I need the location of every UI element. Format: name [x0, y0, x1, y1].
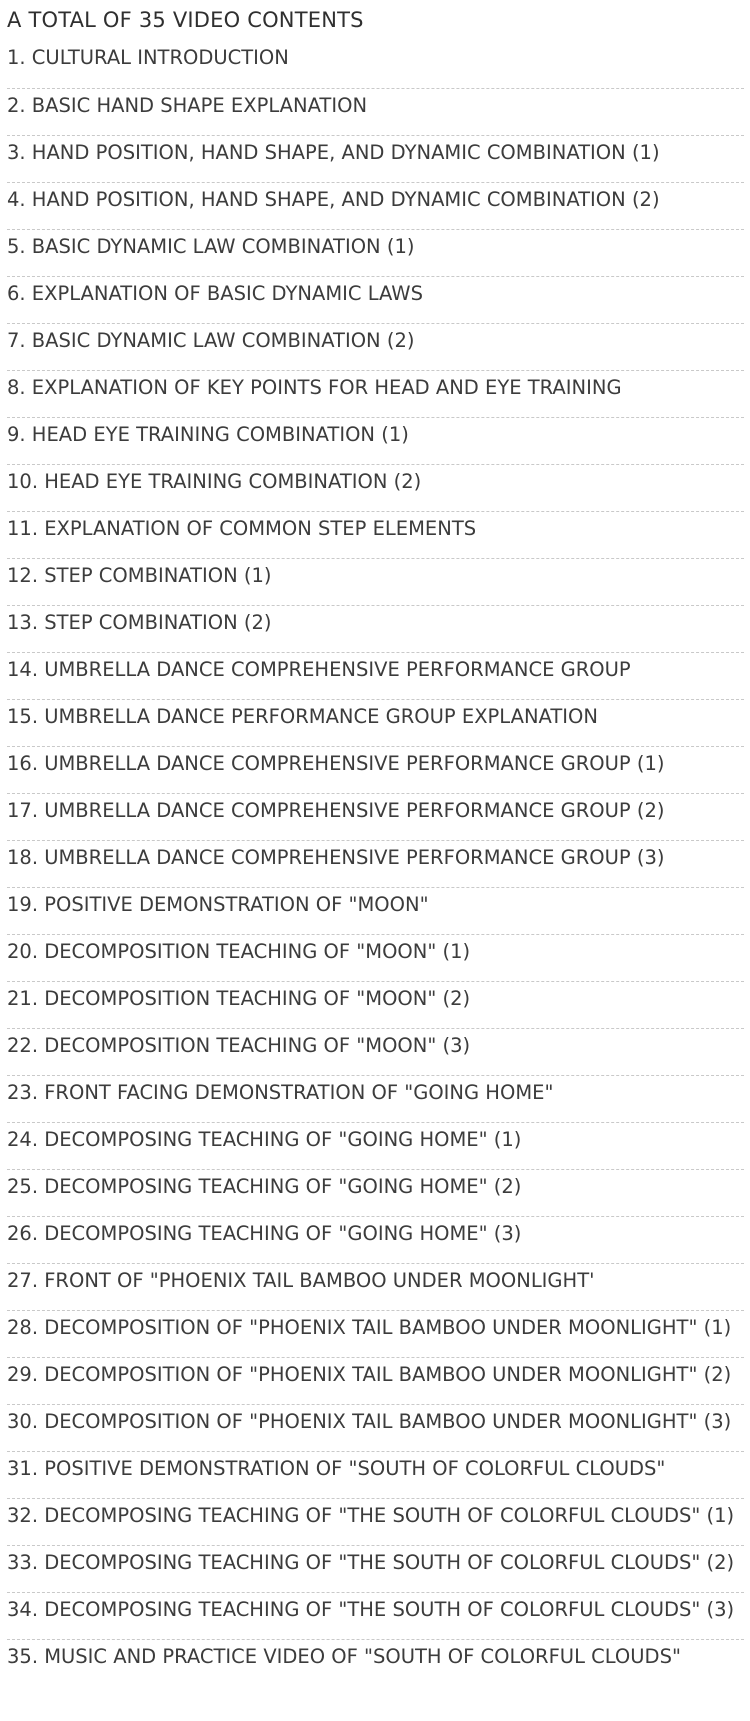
- list-item[interactable]: 5. BASIC DYNAMIC LAW COMBINATION (1): [7, 230, 744, 277]
- list-item[interactable]: 10. HEAD EYE TRAINING COMBINATION (2): [7, 465, 744, 512]
- list-item[interactable]: 6. EXPLANATION OF BASIC DYNAMIC LAWS: [7, 277, 744, 324]
- list-item[interactable]: 23. FRONT FACING DEMONSTRATION OF "GOING HOME": [7, 1076, 744, 1123]
- list-item[interactable]: 13. STEP COMBINATION (2): [7, 606, 744, 653]
- list-item[interactable]: 22. DECOMPOSITION TEACHING OF "MOON" (3): [7, 1029, 744, 1076]
- list-item[interactable]: 16. UMBRELLA DANCE COMPREHENSIVE PERFORMANCE GROUP (1): [7, 747, 744, 794]
- list-item[interactable]: 25. DECOMPOSING TEACHING OF "GOING HOME" (2): [7, 1170, 744, 1217]
- list-item[interactable]: 29. DECOMPOSITION OF "PHOENIX TAIL BAMBOO UNDER MOONLIGHT" (2): [7, 1358, 744, 1405]
- list-item[interactable]: 4. HAND POSITION, HAND SHAPE, AND DYNAMIC COMBINATION (2): [7, 183, 744, 230]
- list-item[interactable]: 2. BASIC HAND SHAPE EXPLANATION: [7, 89, 744, 136]
- list-item[interactable]: 7. BASIC DYNAMIC LAW COMBINATION (2): [7, 324, 744, 371]
- list-item[interactable]: 14. UMBRELLA DANCE COMPREHENSIVE PERFORMANCE GROUP: [7, 653, 744, 700]
- list-item[interactable]: 31. POSITIVE DEMONSTRATION OF "SOUTH OF COLORFUL CLOUDS": [7, 1452, 744, 1499]
- list-item[interactable]: 17. UMBRELLA DANCE COMPREHENSIVE PERFORMANCE GROUP (2): [7, 794, 744, 841]
- list-item[interactable]: 1. CULTURAL INTRODUCTION: [7, 43, 744, 89]
- list-item[interactable]: 12. STEP COMBINATION (1): [7, 559, 744, 606]
- list-item[interactable]: 19. POSITIVE DEMONSTRATION OF "MOON": [7, 888, 744, 935]
- list-item[interactable]: 34. DECOMPOSING TEACHING OF "THE SOUTH OF COLORFUL CLOUDS" (3): [7, 1593, 744, 1640]
- video-list: [7, 43, 744, 1687]
- list-item[interactable]: 11. EXPLANATION OF COMMON STEP ELEMENTS: [7, 512, 744, 559]
- list-item[interactable]: 3. HAND POSITION, HAND SHAPE, AND DYNAMIC COMBINATION (1): [7, 136, 744, 183]
- list-item[interactable]: 18. UMBRELLA DANCE COMPREHENSIVE PERFORMANCE GROUP (3): [7, 841, 744, 888]
- list-item[interactable]: 20. DECOMPOSITION TEACHING OF "MOON" (1): [7, 935, 744, 982]
- list-item[interactable]: 24. DECOMPOSING TEACHING OF "GOING HOME" (1): [7, 1123, 744, 1170]
- list-item[interactable]: 33. DECOMPOSING TEACHING OF "THE SOUTH OF COLORFUL CLOUDS" (2): [7, 1546, 744, 1593]
- list-item[interactable]: 8. EXPLANATION OF KEY POINTS FOR HEAD AND EYE TRAINING: [7, 371, 744, 418]
- list-item[interactable]: 9. HEAD EYE TRAINING COMBINATION (1): [7, 418, 744, 465]
- page-title: A TOTAL OF 35 VIDEO CONTENTS: [7, 8, 364, 32]
- list-item[interactable]: 30. DECOMPOSITION OF "PHOENIX TAIL BAMBOO UNDER MOONLIGHT" (3): [7, 1405, 744, 1452]
- list-item[interactable]: 21. DECOMPOSITION TEACHING OF "MOON" (2): [7, 982, 744, 1029]
- list-item[interactable]: 15. UMBRELLA DANCE PERFORMANCE GROUP EXPLANATION: [7, 700, 744, 747]
- list-item[interactable]: 32. DECOMPOSING TEACHING OF "THE SOUTH OF COLORFUL CLOUDS" (1): [7, 1499, 744, 1546]
- list-item[interactable]: 26. DECOMPOSING TEACHING OF "GOING HOME" (3): [7, 1217, 744, 1264]
- list-item[interactable]: 28. DECOMPOSITION OF "PHOENIX TAIL BAMBOO UNDER MOONLIGHT" (1): [7, 1311, 744, 1358]
- list-item[interactable]: 27. FRONT OF "PHOENIX TAIL BAMBOO UNDER MOONLIGHT': [7, 1264, 744, 1311]
- list-item[interactable]: 35. MUSIC AND PRACTICE VIDEO OF "SOUTH OF COLORFUL CLOUDS": [7, 1645, 681, 1668]
